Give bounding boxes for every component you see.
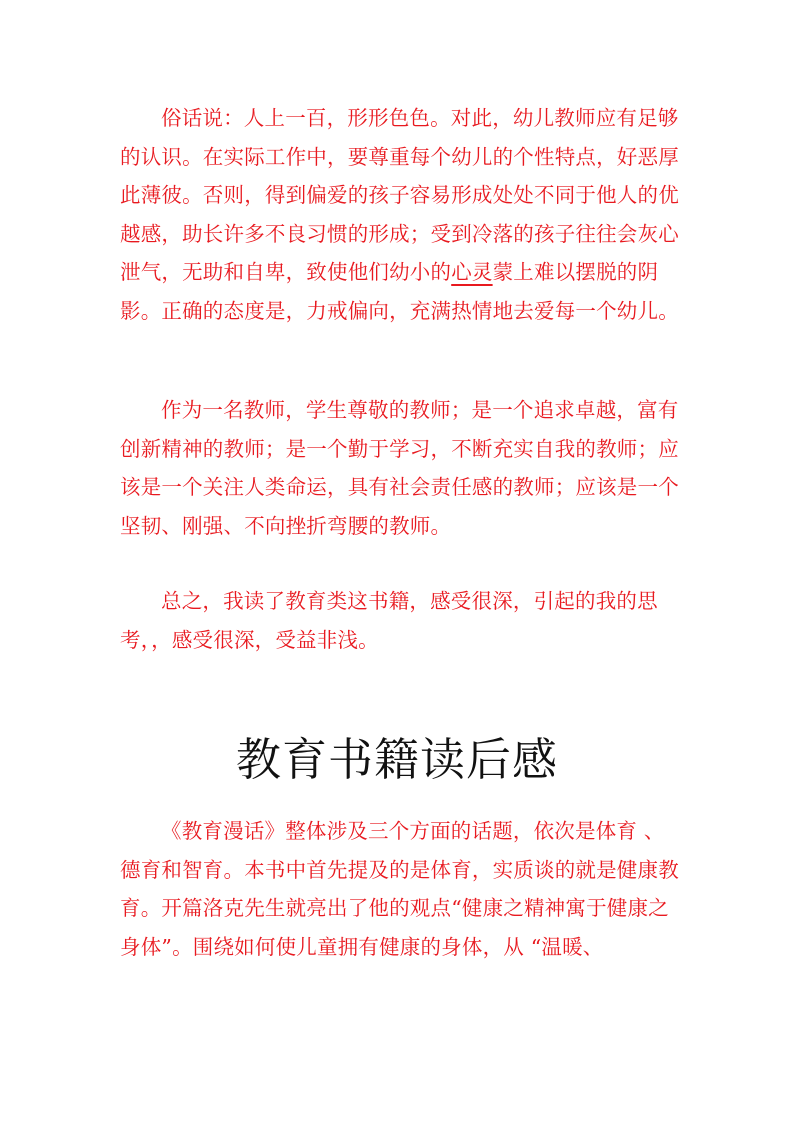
paragraph-1: [120, 99, 680, 330]
section-title: 教育书籍读后感: [235, 733, 558, 786]
paragraph-3: 总之，我读了教育类这书籍，感受很深，引起的我的思考，，感受很深，受益非浅。: [120, 589, 658, 652]
paragraph-1-text-b: 蒙上难以摆脱的阴影。正确的态度是，力戒偏向，充满热情地去爱每一个幼儿。: [120, 260, 679, 323]
underlined-link-xinling[interactable]: 心灵: [451, 260, 493, 284]
paragraph-1-text-a: 俗话说：人上一百，形形色色。对此，幼儿教师应有足够的认识。在实际工作中，要尊重每个幼儿的个性特点，好恶厚此薄彼。否则，得到偏爱的孩子容易形成处处不同于他人的优越感，助长许多不良习惯的形成；受到冷落的孩子往往会灰心泄气，无助和自卑，致使他们幼小的: [120, 106, 679, 284]
paragraph-4: 《教育漫话》整体涉及三个方面的话题，依次是体育 、德育和智育。本书中首先提及的是体育，实质谈的就是健康教育。开篇洛克先生就亮出了他的观点“健康之精神寓于健康之身体”。围绕如何使儿童拥有健康的身体，从 “温暖、: [120, 819, 679, 959]
paragraph-2: 作为一名教师，学生尊敬的教师；是一个追求卓越，富有创新精神的教师；是一个勤于学习，不断充实自我的教师；应该是一个关注人类命运，具有社会责任感的教师；应该是一个坚韧、刚强、不向挫折弯腰的教师。: [120, 398, 679, 538]
